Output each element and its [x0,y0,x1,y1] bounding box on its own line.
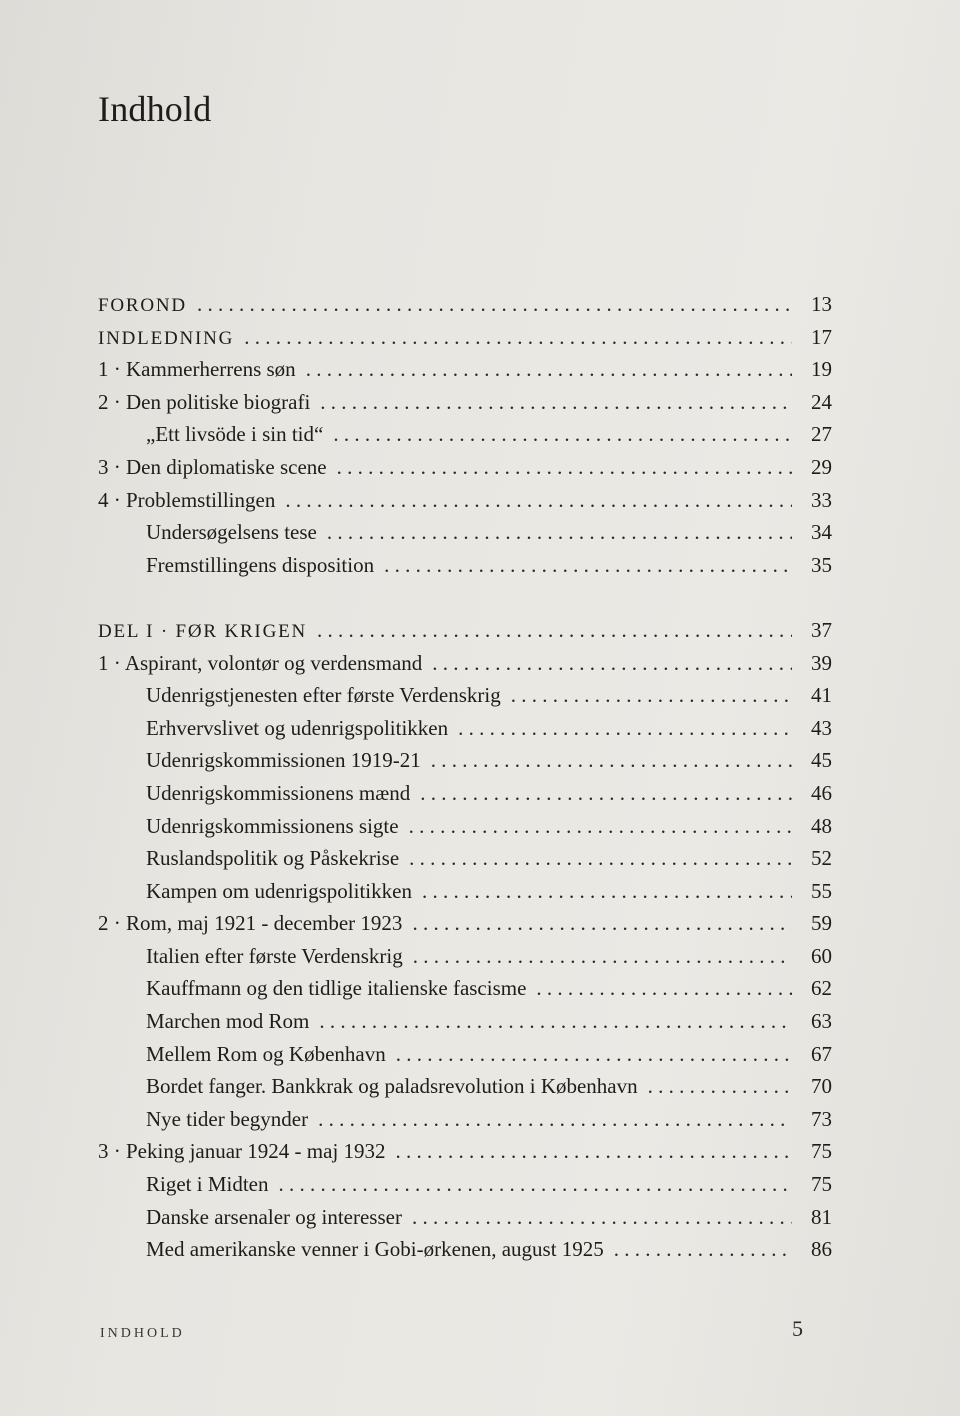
toc-entry-page: 52 [811,846,832,871]
dot-leader [409,810,792,842]
toc-entry-title: Erhvervslivet og udenrigspolitikken [146,715,449,740]
toc-entry-title: Nye tider begynder [146,1106,309,1131]
toc-entry-page: 67 [811,1041,832,1066]
dot-leader [614,1233,792,1265]
toc-entry [98,549,832,582]
toc-entry-page: 27 [811,422,832,447]
toc-entry-title: FOROND [98,295,187,316]
toc-entry [98,1135,832,1168]
toc-entry [98,614,832,647]
toc-entry-page: 81 [811,1204,832,1229]
toc-entry [98,516,832,549]
toc-entry-page: 43 [811,715,832,740]
toc-entry-title: Udenrigskommissionens mænd [146,780,411,805]
toc-entry [98,1201,832,1234]
toc-entry [98,940,832,973]
dot-leader [432,647,792,679]
toc-entry-page: 62 [811,976,832,1001]
toc-entry-page: 70 [811,1074,832,1099]
page-number: 5 [792,1316,803,1341]
toc-entry-page: 60 [811,943,832,968]
toc-entry-title: Ruslandspolitik og Påskekrise [146,846,400,871]
dot-leader [396,1135,792,1167]
dot-leader [285,484,792,516]
toc-entry-title: Riget i Midten [146,1172,269,1197]
toc-entry [98,1168,832,1201]
dot-leader [648,1070,792,1102]
dot-leader [320,386,792,418]
dot-leader [327,516,792,548]
dot-leader [409,842,792,874]
toc-entry-title: DEL I · FØR KRIGEN [98,620,308,642]
toc-entry [98,288,832,321]
toc-entry-title: 2 · Rom, maj 1921 - december 1923 [98,911,403,936]
toc-entry-page: 17 [811,324,832,349]
dot-leader [396,1038,792,1070]
running-footer-label: INDHOLD [100,1326,185,1341]
toc-entry-title: Med amerikanske venner i Gobi-ørkenen, august 1925 [146,1237,604,1262]
toc-entry [98,842,832,875]
toc-entry-title: 1 · Kammerherrens søn [98,357,296,382]
dot-leader [420,777,792,809]
toc-entry [98,1005,832,1038]
toc-entry [98,1233,832,1266]
toc-entry-title: Marchen mod Rom [146,1009,310,1034]
toc-entry-page: 75 [811,1172,832,1197]
toc-entry [98,907,832,940]
toc-entry-title: 3 · Peking januar 1924 - maj 1932 [98,1139,386,1164]
toc-entry-page: 39 [811,650,832,675]
toc-entry-page: 13 [811,292,832,316]
toc-entry-page: 35 [811,552,832,577]
toc-entry-title: INDLEDNING [98,327,235,349]
table-of-contents [98,288,832,1266]
toc-entry-title: Kauffmann og den tidlige italienske fascisme [146,976,527,1001]
dot-leader [384,549,792,581]
toc-entry [98,353,832,386]
dot-leader [319,1005,792,1037]
section-gap [98,581,832,614]
toc-entry-page: 33 [811,487,832,512]
dot-leader [318,1103,792,1135]
toc-entry-title: Udenrigstjenesten efter første Verdenskrig [146,683,501,708]
toc-entry [98,647,832,680]
toc-entry-title: Bordet fanger. Bankkrak og paladsrevolution i København [146,1074,638,1099]
dot-leader [412,1201,792,1233]
toc-entry [98,1070,832,1103]
toc-entry-title: Udenrigskommissionen 1919-21 [146,748,421,773]
toc-entry-title: Italien efter første Verdenskrig [146,943,403,968]
toc-entry-title: 2 · Den politiske biografi [98,389,311,414]
toc-entry-page: 29 [811,454,832,479]
page-heading: Indhold [98,89,212,129]
dot-leader [412,907,792,939]
toc-entry-page: 55 [811,878,832,903]
toc-entry-page: 59 [811,911,832,936]
toc-entry-page: 86 [811,1237,832,1262]
toc-entry [98,321,832,354]
dot-leader [306,353,792,385]
toc-entry-title: Fremstillingens disposition [146,552,375,577]
toc-entry-page: 19 [811,357,832,382]
toc-entry-title: Mellem Rom og København [146,1041,386,1066]
toc-entry-title: „Ett livsöde i sin tid“ [146,422,324,447]
dot-leader [458,712,792,744]
toc-entry-page: 48 [811,813,832,838]
toc-entry [98,679,832,712]
toc-entry-page: 46 [811,780,832,805]
toc-entry [98,1103,832,1136]
toc-entry-page: 45 [811,748,832,773]
toc-entry-page: 63 [811,1009,832,1034]
toc-entry [98,451,832,484]
toc-entry-title: Kampen om udenrigspolitikken [146,878,412,903]
toc-entry-page: 34 [811,520,832,545]
toc-entry [98,1038,832,1071]
toc-entry [98,875,832,908]
toc-entry [98,418,832,451]
dot-leader [422,875,792,907]
toc-entry-title: Undersøgelsens tese [146,520,317,545]
dot-leader [511,679,792,711]
toc-entry-page: 37 [811,617,832,642]
dot-leader [536,972,792,1004]
toc-entry [98,744,832,777]
dot-leader [431,744,792,776]
toc-entry-page: 24 [811,389,832,414]
dot-leader [413,940,792,972]
toc-entry [98,777,832,810]
dot-leader [337,451,792,483]
toc-entry-page: 41 [811,683,832,708]
dot-leader [317,614,792,646]
toc-entry-title: 4 · Problemstillingen [98,487,276,512]
dot-leader [197,288,792,320]
toc-entry-title: 3 · Den diplomatiske scene [98,454,327,479]
toc-entry [98,972,832,1005]
toc-entry [98,810,832,843]
toc-entry [98,712,832,745]
toc-entry-page: 73 [811,1106,832,1131]
dot-leader [244,321,792,353]
dot-leader [333,418,792,450]
toc-entry [98,386,832,419]
toc-entry-title: Danske arsenaler og interesser [146,1204,402,1229]
toc-entry-title: Udenrigskommissionens sigte [146,813,399,838]
dot-leader [279,1168,793,1200]
toc-entry [98,484,832,517]
toc-entry-title: 1 · Aspirant, volontør og verdensmand [98,650,423,675]
toc-entry-page: 75 [811,1139,832,1164]
